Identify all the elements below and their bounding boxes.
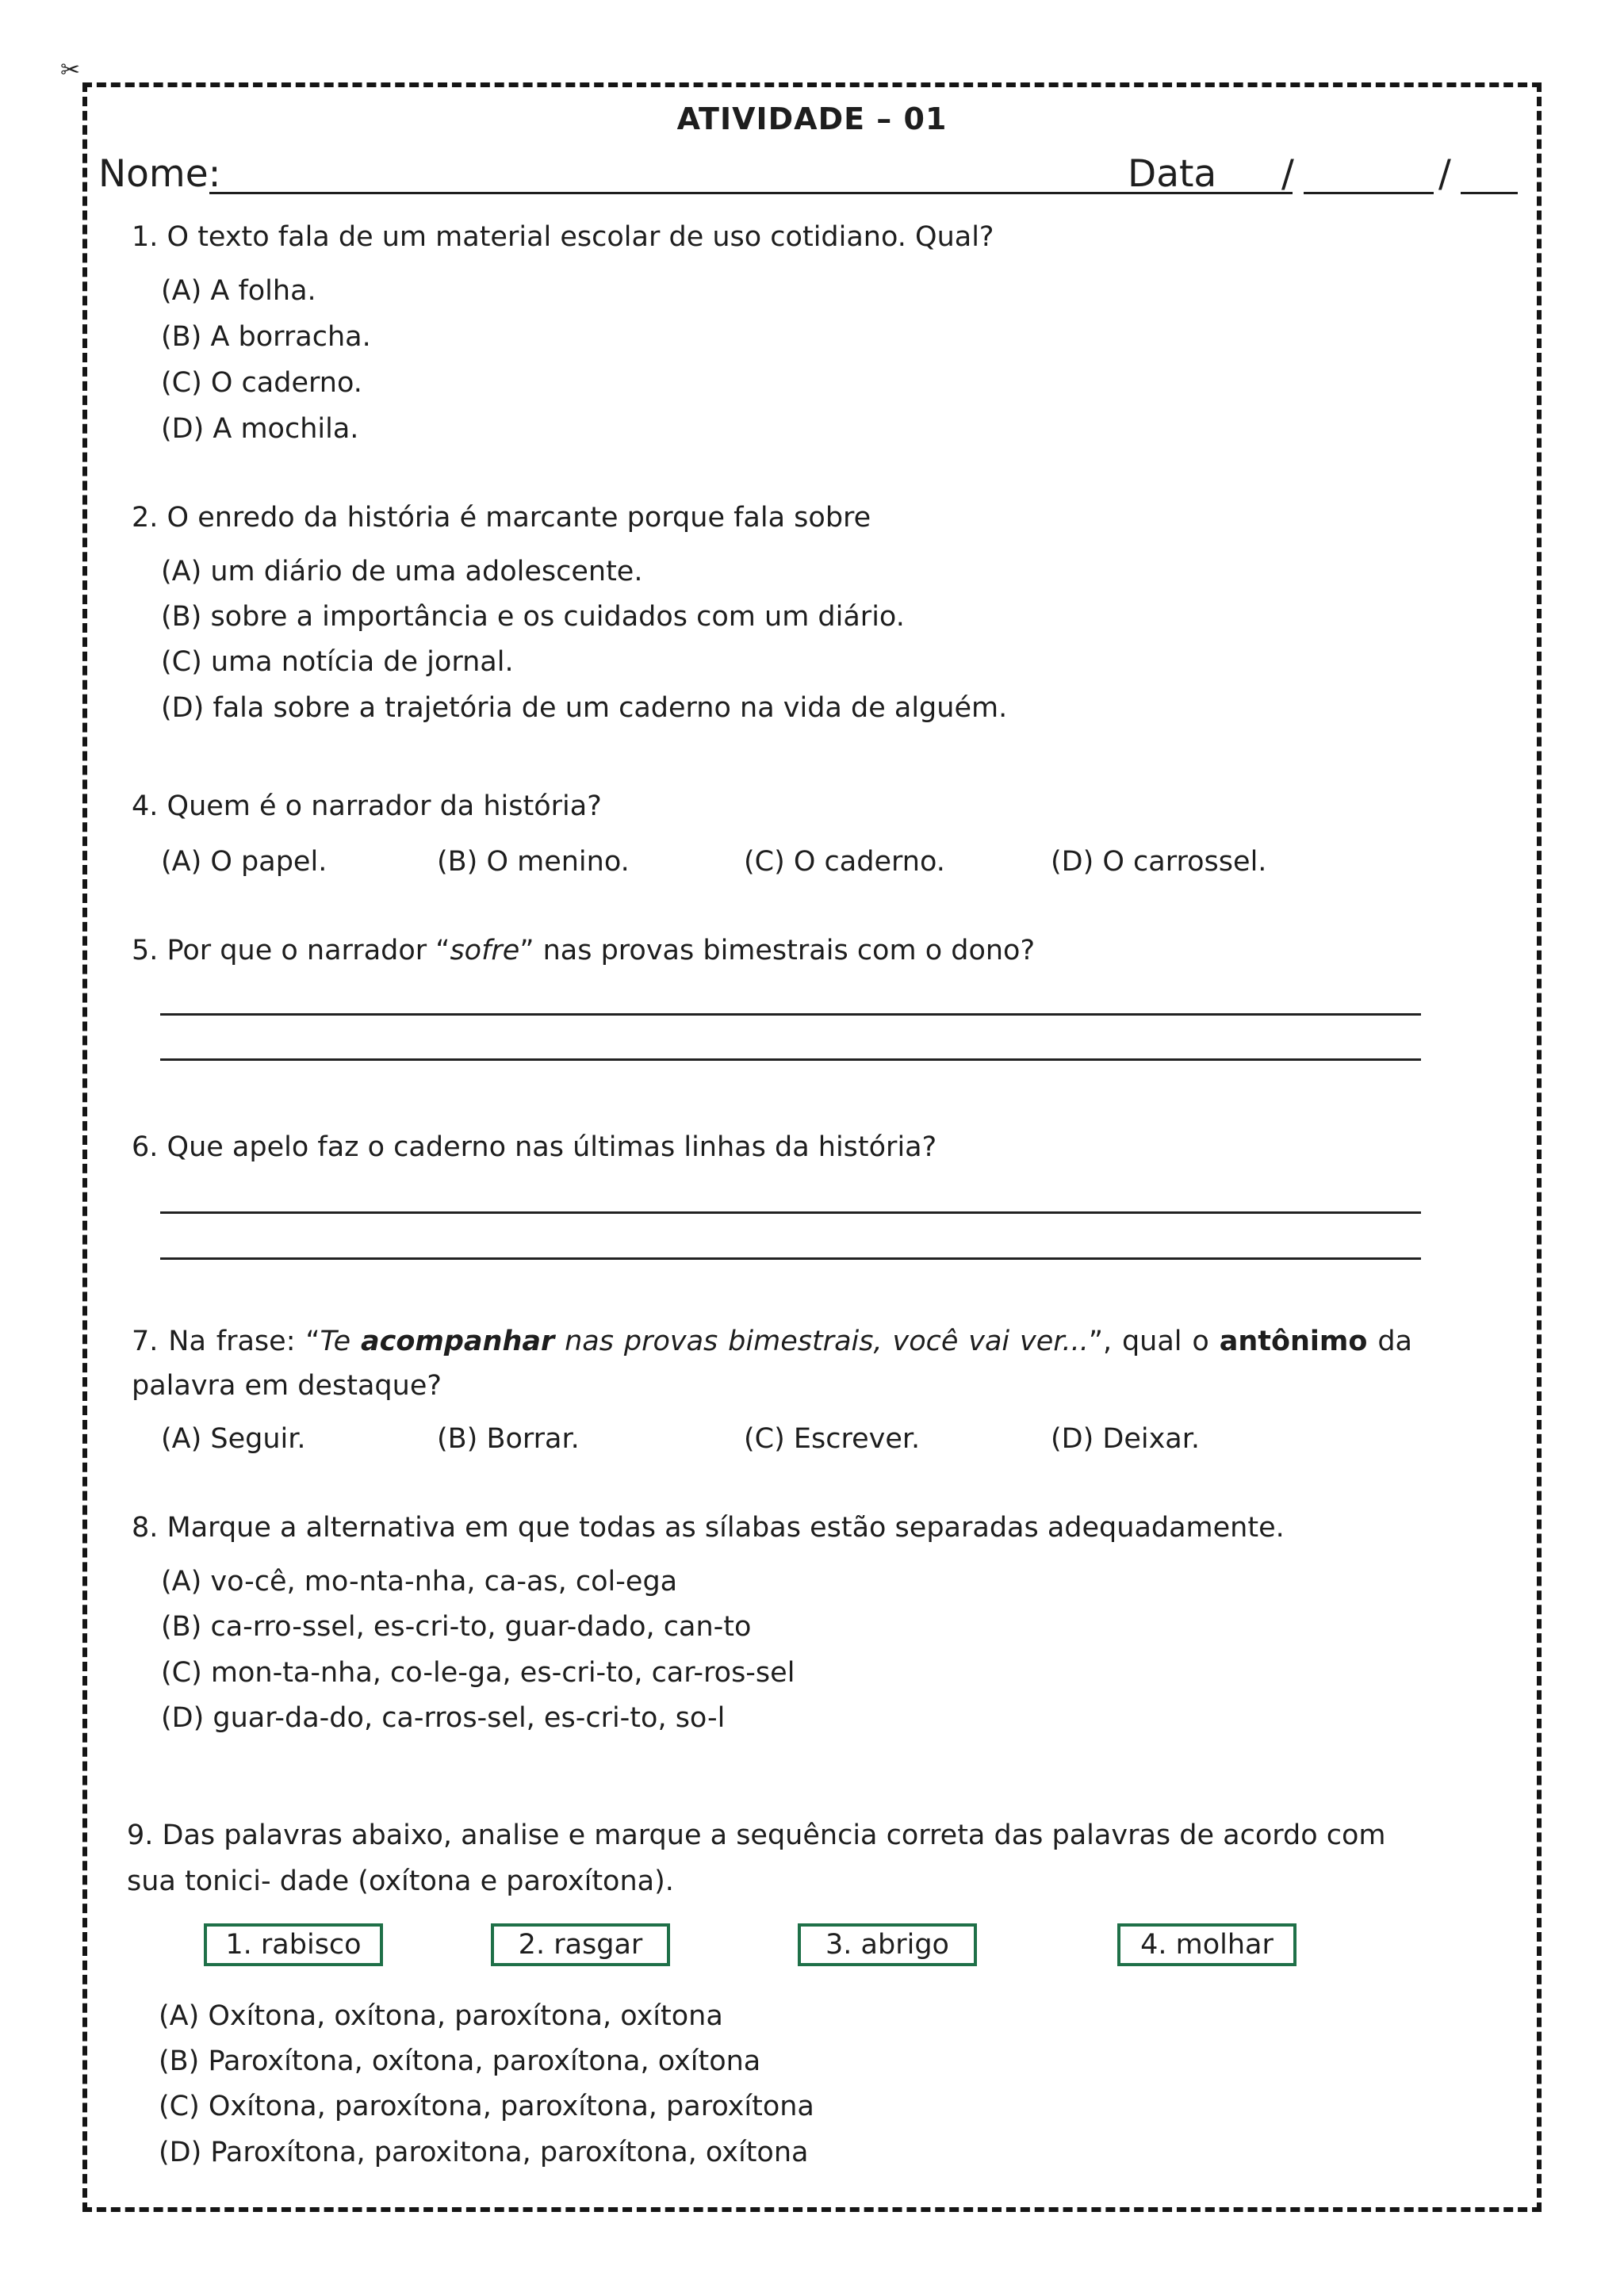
q4-option-c[interactable]: (C) O caderno. — [744, 846, 945, 878]
q9-word-box: 2. rasgar — [491, 1923, 670, 1966]
q6-answer-line[interactable] — [160, 1211, 1421, 1214]
name-label: Nome: — [98, 152, 221, 196]
q9-word-box: 3. abrigo — [798, 1923, 977, 1966]
q9-option-b[interactable]: (B) Paroxítona, oxítona, paroxítona, oxítona — [159, 2045, 761, 2077]
scissors-icon: ✂ — [60, 56, 81, 84]
q7-option-b[interactable]: (B) Borrar. — [437, 1423, 580, 1455]
question-7: 7. Na frase: “Te acompanhar nas provas bimestrais, você vai ver...”, qual o antônimo da palavra em destaque? — [132, 1326, 1412, 1402]
q4-option-d[interactable]: (D) O carrossel. — [1051, 846, 1267, 878]
q1-option-a[interactable]: (A) A folha. — [161, 275, 316, 307]
date-separator: / — [1281, 152, 1294, 196]
question-6: 6. Que apelo faz o caderno nas últimas linhas da história? — [132, 1131, 937, 1163]
question-1: 1. O texto fala de um material escolar de uso cotidiano. Qual? — [132, 221, 994, 253]
q7-option-c[interactable]: (C) Escrever. — [744, 1423, 921, 1455]
q2-option-d[interactable]: (D) fala sobre a trajetória de um caderno na vida de alguém. — [161, 692, 1008, 724]
question-2: 2. O enredo da história é marcante porque fala sobre — [132, 502, 871, 534]
page-title: ATIVIDADE – 01 — [676, 101, 948, 136]
name-date-row — [98, 152, 1518, 200]
q5-answer-line[interactable] — [160, 1013, 1421, 1016]
question-5: 5. Por que o narrador “sofre” nas provas bimestrais com o dono? — [132, 935, 1036, 966]
name-field[interactable] — [209, 192, 1218, 194]
q9-option-c[interactable]: (C) Oxítona, paroxítona, paroxítona, paroxítona — [159, 2091, 814, 2122]
date-separator: / — [1438, 152, 1451, 196]
q8-option-b[interactable]: (B) ca-rro-ssel, es-cri-to, guar-dado, can-to — [161, 1611, 752, 1643]
q1-option-d[interactable]: (D) A mochila. — [161, 413, 359, 445]
q1-option-c[interactable]: (C) O caderno. — [161, 367, 362, 399]
q8-option-a[interactable]: (A) vo-cê, mo-nta-nha, ca-as, col-ega — [161, 1566, 678, 1598]
q7-option-a[interactable]: (A) Seguir. — [161, 1423, 306, 1455]
question-8: 8. Marque a alternativa em que todas as sílabas estão separadas adequadamente. — [132, 1512, 1285, 1544]
q4-option-a[interactable]: (A) O papel. — [161, 846, 327, 878]
q9-word-box: 4. molhar — [1117, 1923, 1297, 1966]
date-month-field[interactable] — [1304, 192, 1434, 194]
q2-option-c[interactable]: (C) uma notícia de jornal. — [161, 646, 514, 678]
question-4: 4. Quem é o narrador da história? — [132, 790, 602, 822]
q9-word-box: 1. rabisco — [204, 1923, 383, 1966]
q5-answer-line[interactable] — [160, 1058, 1421, 1061]
q9-option-a[interactable]: (A) Oxítona, oxítona, paroxítona, oxítona — [159, 2000, 723, 2032]
q8-option-c[interactable]: (C) mon-ta-nha, co-le-ga, es-cri-to, car-ros-sel — [161, 1657, 795, 1689]
q7-option-d[interactable]: (D) Deixar. — [1051, 1423, 1201, 1455]
q9-option-d[interactable]: (D) Paroxítona, paroxitona, paroxítona, oxítona — [159, 2137, 809, 2168]
q6-answer-line[interactable] — [160, 1257, 1421, 1260]
date-label: Data — [1128, 152, 1217, 196]
q8-option-d[interactable]: (D) guar-da-do, ca-rros-sel, es-cri-to, so-l — [161, 1702, 726, 1734]
date-year-field[interactable] — [1461, 192, 1518, 194]
q4-option-b[interactable]: (B) O menino. — [437, 846, 630, 878]
q2-option-b[interactable]: (B) sobre a importância e os cuidados com um diário. — [161, 601, 905, 633]
q2-option-a[interactable]: (A) um diário de uma adolescente. — [161, 556, 643, 587]
q1-option-b[interactable]: (B) A borracha. — [161, 321, 371, 353]
question-9: 9. Das palavras abaixo, analise e marque a sequência correta das palavras de acordo com sua tonici- dade (oxítona e paroxítona). — [127, 1820, 1386, 1897]
